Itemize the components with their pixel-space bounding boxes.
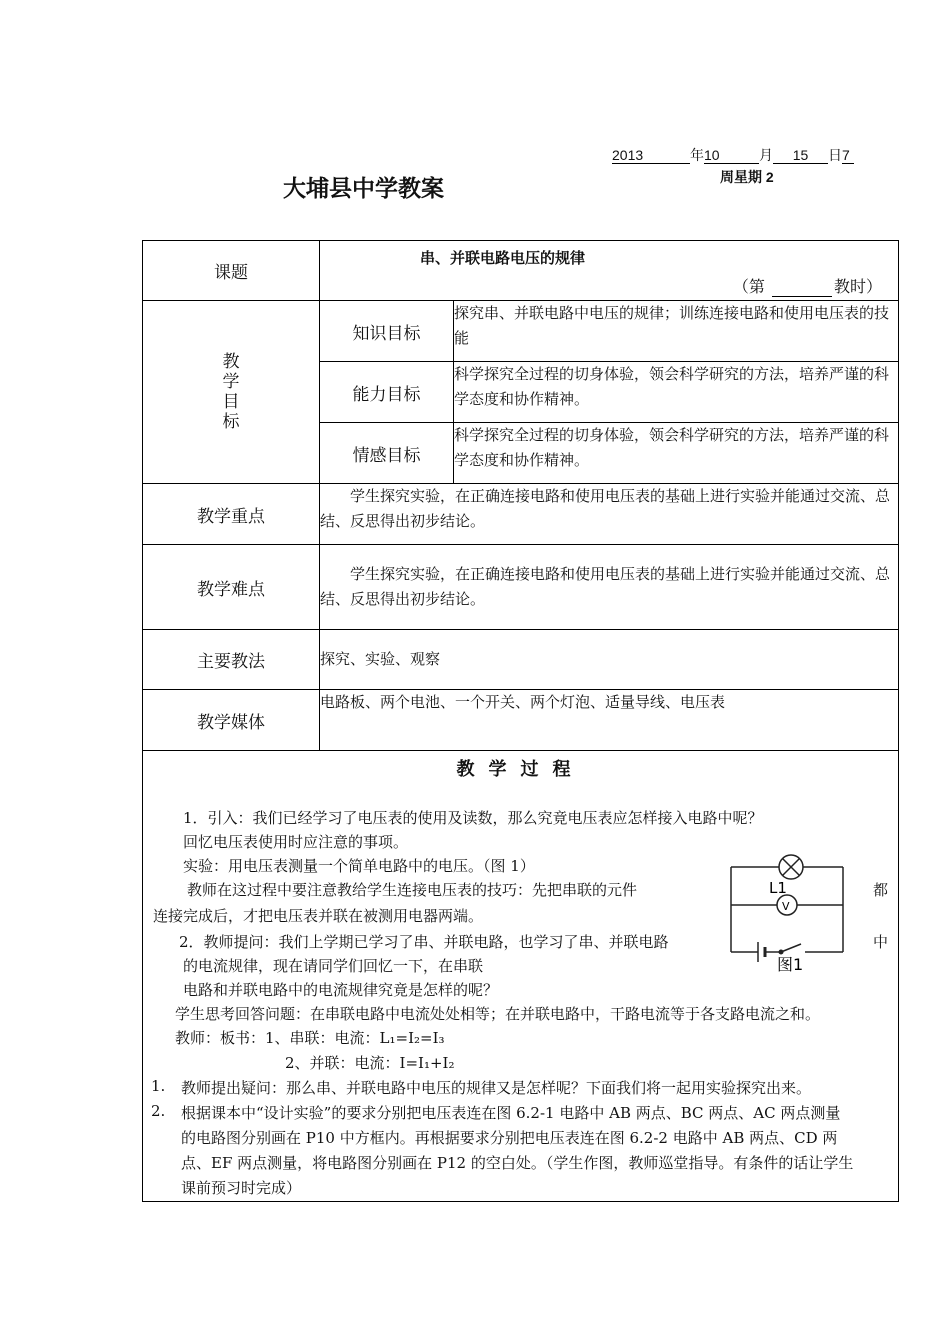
p2-line2: 的电流规律，现在请同学们回忆一下，在串联 xyxy=(183,957,484,975)
period-prefix: （第 xyxy=(732,277,765,296)
objectives-char-4: 标 xyxy=(222,412,240,432)
lesson-plan-table xyxy=(142,240,899,1202)
period-blank xyxy=(772,277,832,297)
difficulty-text: 学生探究实验，在正确连接电路和使用电压表的基础上进行实验并能通过交流、总结、反思得出初步结论。 xyxy=(320,545,899,630)
item2-line4: 课前预习时完成） xyxy=(181,1179,302,1197)
date-day: 15 xyxy=(773,147,828,164)
process-title: 教学过程 xyxy=(456,759,585,780)
media-row xyxy=(143,690,899,751)
page-title: 大埔县中学教案 xyxy=(283,176,444,202)
p1-line4b: 都 xyxy=(873,881,889,899)
method-label: 主要教法 xyxy=(143,630,320,690)
objectives-label xyxy=(143,301,320,484)
focus-text: 学生探究实验，在正确连接电路和使用电压表的基础上进行实验并能通过交流、总结、反思得出初步结论。 xyxy=(320,484,899,545)
topic-label: 课题 xyxy=(143,241,320,301)
weekday-label: 周星期 2 xyxy=(720,169,774,185)
method-row xyxy=(143,630,899,690)
answer-line: 学生思考回答问题：在串联电路中电流处处相等；在并联电路中，干路电流等于各支路电流之和。 xyxy=(175,1005,821,1023)
item2-line2: 的电路图分别画在 P10 中方框内。再根据要求分别把电压表连在图 6.2-2 电路中 AB 两点、CD 两 xyxy=(181,1129,838,1147)
objective-label-ability: 能力目标 xyxy=(320,362,454,423)
objective-label-knowledge: 知识目标 xyxy=(320,301,454,362)
circuit-figure xyxy=(721,849,855,973)
item2-num: 2. xyxy=(151,1102,166,1120)
period-line xyxy=(733,274,882,297)
media-text: 电路板、两个电池、一个开关、两个灯泡、适量导线、电压表 xyxy=(320,690,899,751)
switch-lever xyxy=(781,944,801,952)
p2-line1b: 中 xyxy=(873,933,889,951)
p1-line3: 实验：用电压表测量一个简单电路中的电压。（图 1） xyxy=(183,857,535,875)
period-suffix: 教时） xyxy=(834,277,883,296)
topic-row xyxy=(143,241,899,301)
date-year-unit: 年 xyxy=(690,147,704,163)
date-month-unit: 月 xyxy=(759,147,773,163)
board-line-1 xyxy=(175,1027,445,1048)
date-day-unit: 日 xyxy=(828,147,842,163)
p1-line5: 连接完成后，才把电压表并联在被测用电器两端。 xyxy=(153,907,484,925)
objective-label-emotion: 情感目标 xyxy=(320,423,454,484)
objectives-char-3: 目 xyxy=(222,392,240,412)
process-body xyxy=(143,755,898,1201)
p1-line2: 回忆电压表使用时应注意的事项。 xyxy=(183,833,409,851)
p1-line1: 1．引入：我们已经学习了电压表的使用及读数，那么究竟电压表应怎样接入电路中呢？ xyxy=(183,809,763,827)
figure-caption: 图1 xyxy=(777,955,804,973)
item2-line3: 点、EF 两点测量，将电路图分别画在 P12 的空白处。（学生作图，教师巡堂指导。有条件的话让学生 xyxy=(181,1154,854,1172)
item2-line1: 根据课本中“设计实验”的要求分别把电压表连在图 6.2-1 电路中 AB 两点、BC 两点、AC 两点测量 xyxy=(181,1104,841,1122)
difficulty-row xyxy=(143,545,899,630)
board1-formula: L₁=I₂=I₃ xyxy=(379,1029,445,1047)
date-month: 10 xyxy=(704,147,759,164)
objectives-char-2: 学 xyxy=(222,372,240,392)
item1-text: 教师提出疑问：那么串、并联电路中电压的规律又是怎样呢？下面我们将一起用实验探究出来。 xyxy=(181,1079,812,1097)
item1-num: 1. xyxy=(151,1077,166,1095)
topic-cell xyxy=(320,241,899,301)
meter-label: V xyxy=(782,900,790,913)
difficulty-label: 教学难点 xyxy=(143,545,320,630)
media-label: 教学媒体 xyxy=(143,690,320,751)
process-cell xyxy=(143,751,899,1202)
switch-pivot xyxy=(779,950,783,954)
date-line xyxy=(612,145,854,165)
p1-line4a: 教师在这过程中要注意教给学生连接电压表的技巧：先把串联的元件 xyxy=(187,881,638,899)
date-year: 2013 xyxy=(612,147,690,164)
objective-text-ability: 科学探究全过程的切身体验，领会科学研究的方法，培养严谨的科学态度和协作精神。 xyxy=(454,362,899,423)
board1-prefix: 教师：板书：1、串联：电流： xyxy=(175,1029,380,1047)
process-row xyxy=(143,751,899,1202)
objective-text-knowledge: 探究串、并联电路中电压的规律；训练连接电路和使用电压表的技能 xyxy=(454,301,899,362)
objectives-char-1: 教 xyxy=(222,352,240,372)
objective-text-emotion: 科学探究全过程的切身体验，领会科学研究的方法，培养严谨的科学态度和协作精神。 xyxy=(454,423,899,484)
lamp-label: L1 xyxy=(769,879,787,897)
focus-row xyxy=(143,484,899,545)
board2-formula: I=I₁+I₂ xyxy=(399,1054,455,1072)
topic-title: 串、并联电路电压的规律 xyxy=(420,249,586,267)
date-weekday-num: 7 xyxy=(842,147,854,164)
board2-prefix: 2、并联：电流： xyxy=(285,1054,400,1072)
board-line-2 xyxy=(285,1052,455,1073)
p2-line1a: 2．教师提问：我们上学期已学习了串、并联电路，也学习了串、并联电路 xyxy=(179,933,669,951)
focus-label: 教学重点 xyxy=(143,484,320,545)
method-text: 探究、实验、观察 xyxy=(320,630,899,690)
objective-row-knowledge xyxy=(143,301,899,362)
p2-line3: 电路和并联电路中的电流规律究竟是怎样的呢？ xyxy=(183,981,499,999)
